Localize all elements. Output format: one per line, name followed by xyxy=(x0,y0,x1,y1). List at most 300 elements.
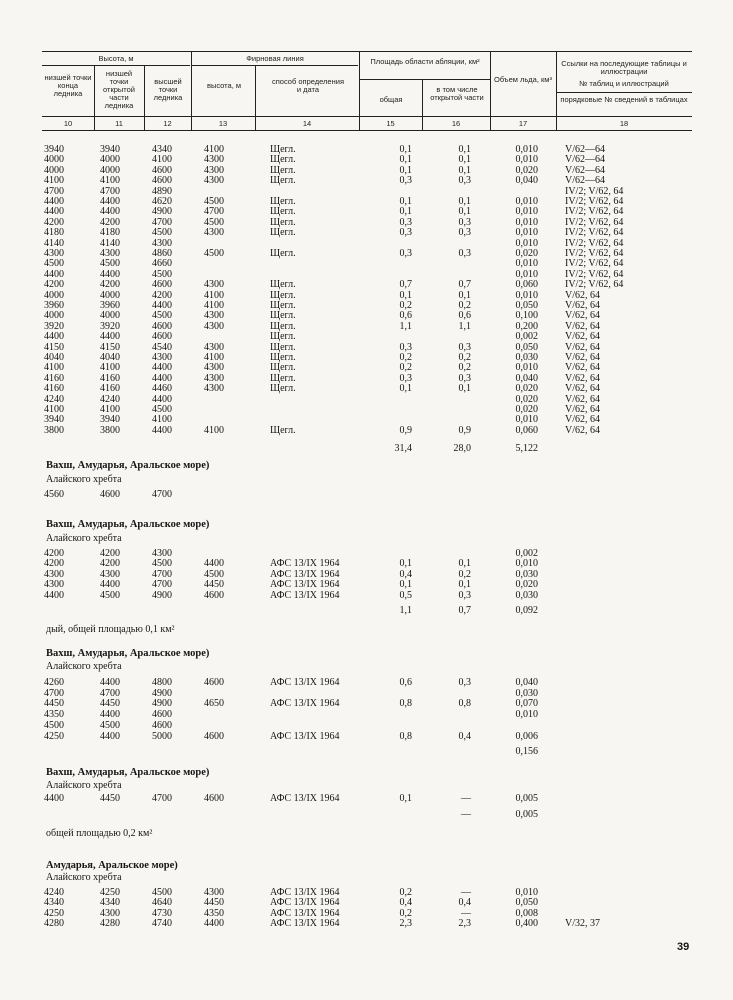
cell-lowest-open: 4000 xyxy=(100,164,120,176)
table-row xyxy=(0,732,733,742)
cell-firn-method: Щегл. xyxy=(270,300,296,311)
cell-refs: V/62, 64 xyxy=(565,383,600,395)
cell-lowest-open: 4400 xyxy=(100,730,120,742)
cell-lowest: 4000 xyxy=(44,164,64,176)
cell-lowest-open: 4200 xyxy=(100,548,120,559)
header-num-rule-bottom xyxy=(42,130,692,131)
cell-area-total: 0,3 xyxy=(399,341,412,353)
section-subtitle: Алайского хребта xyxy=(46,872,122,883)
cell-lowest-open: 4240 xyxy=(100,393,120,405)
cell-firn-method: АФС 13/IX 1964 xyxy=(270,677,340,688)
cell-lowest-open: 4200 xyxy=(100,216,120,228)
cell-lowest-open: 4500 xyxy=(100,589,120,601)
cell-firn-method: Щегл. xyxy=(270,331,296,343)
cell-highest: 4730 xyxy=(152,907,172,919)
section-title: Вахш, Амударья, Аральское море) xyxy=(46,648,210,659)
cell-highest: 4660 xyxy=(152,258,172,270)
cell-volume: 0,010 xyxy=(515,362,538,374)
cell-highest: 4300 xyxy=(152,548,172,559)
cell-firn-method: АФС 13/IX 1964 xyxy=(270,730,340,742)
cell-lowest: 4400 xyxy=(44,196,64,207)
cell-lowest-open: 4180 xyxy=(100,227,120,239)
cell-area-open: 0,1 xyxy=(458,558,471,570)
cell-lowest-open: 4700 xyxy=(100,185,120,197)
cell-lowest-open: 3960 xyxy=(100,300,120,311)
cell-highest: 4900 xyxy=(152,698,172,710)
cell-lowest-open: 4100 xyxy=(100,362,120,374)
cell-refs: V/62—64 xyxy=(565,164,605,176)
cell-area-total: 0,1 xyxy=(399,196,412,207)
cell-area-total: 0,3 xyxy=(399,216,412,228)
cell-lowest: 4400 xyxy=(44,206,64,218)
cell-area-total: 0,6 xyxy=(399,310,412,322)
cell-highest: 4500 xyxy=(152,310,172,322)
cell-firn-height: 4400 xyxy=(204,918,224,930)
cell-highest: 4600 xyxy=(152,709,172,721)
cell-firn-method: АФС 13/IX 1964 xyxy=(270,918,340,930)
cell-firn-height: 4100 xyxy=(204,144,224,155)
cell-firn-height: 4100 xyxy=(204,289,224,301)
cell-area-open: 0,3 xyxy=(458,341,471,353)
cell-lowest: 3800 xyxy=(44,424,64,436)
cell-area-open: 0,3 xyxy=(458,248,471,259)
cell-area-total: 0,7 xyxy=(399,279,412,291)
cell-refs: V/62, 64 xyxy=(565,372,600,384)
cell-lowest-open: 4700 xyxy=(100,687,120,699)
cell-volume: 0,030 xyxy=(515,568,538,580)
cell-lowest-open: 4300 xyxy=(100,907,120,919)
cell-firn-height: 4100 xyxy=(204,300,224,311)
cell-area-total: 0,8 xyxy=(399,730,412,742)
cell-lowest-open: 4500 xyxy=(100,258,120,270)
header-group-area: Площадь области абляции, км² xyxy=(370,57,480,66)
cell-area-total: 0,1 xyxy=(399,383,412,395)
cell-lowest: 4700 xyxy=(44,687,64,699)
header-refs-sub1: № таблиц и иллюстраций xyxy=(579,79,669,88)
cell-lowest-open: 4400 xyxy=(100,677,120,688)
cell-refs: V/62—64 xyxy=(565,144,605,155)
cell-firn-method: Щегл. xyxy=(270,196,296,207)
section-note: общей площадью 0,2 км² xyxy=(46,828,153,839)
cell-lowest: 4560 xyxy=(44,489,64,500)
cell-firn-height: 4300 xyxy=(204,227,224,239)
cell-firn-method: Щегл. xyxy=(270,310,296,322)
cell-firn-height: 4300 xyxy=(204,887,224,898)
cell-lowest: 4160 xyxy=(44,383,64,395)
cell-volume: 0,008 xyxy=(515,907,538,919)
cell-area-open: 0,1 xyxy=(458,579,471,591)
cell-highest: 4600 xyxy=(152,719,172,731)
cell-highest: 4460 xyxy=(152,383,172,395)
cell-volume: 0,010 xyxy=(515,268,538,280)
cell-volume: 0,070 xyxy=(515,698,538,710)
cell-refs: V/62, 64 xyxy=(565,320,600,332)
cell-lowest-open: 4200 xyxy=(100,558,120,570)
cell-refs: V/62—64 xyxy=(565,154,605,166)
cell-highest: 4500 xyxy=(152,227,172,239)
section-title: Амударья, Аральское море) xyxy=(46,860,178,871)
cell-area-open: 0,3 xyxy=(458,227,471,239)
cell-lowest: 4100 xyxy=(44,362,64,374)
cell-highest: 4700 xyxy=(152,489,172,500)
cell-area-total: 0,1 xyxy=(399,289,412,301)
header-col-volume: Объем льда, км³ xyxy=(494,75,552,84)
cell-area-total: 0,1 xyxy=(399,206,412,218)
cell-area-open: 0,1 xyxy=(458,154,471,166)
table-row xyxy=(0,678,733,688)
cell-area-open: 0,9 xyxy=(458,424,471,436)
cell-lowest-open: 4300 xyxy=(100,248,120,259)
cell-lowest-open: 3920 xyxy=(100,320,120,332)
page-number: 39 xyxy=(677,941,690,953)
cell-firn-method: АФС 13/IX 1964 xyxy=(270,589,340,601)
cell-area-total: 0,1 xyxy=(399,154,412,166)
cell-firn-method: АФС 13/IX 1964 xyxy=(270,568,340,580)
header-mid-rule-area xyxy=(360,79,490,80)
cell-refs: V/62, 64 xyxy=(565,341,600,353)
cell-highest: 4600 xyxy=(152,320,172,332)
cell-firn-height: 4300 xyxy=(204,279,224,291)
cell-highest: 4400 xyxy=(152,372,172,384)
cell-volume: 0,006 xyxy=(515,730,538,742)
cell-area-total: 0,9 xyxy=(399,424,412,436)
cell-firn-height: 4100 xyxy=(204,352,224,363)
cell-highest: 4640 xyxy=(152,897,172,909)
cell-area-total: 0,1 xyxy=(399,164,412,176)
cell-refs: IV/2; V/62, 64 xyxy=(565,237,624,249)
cell-area-open: 0,1 xyxy=(458,196,471,207)
cell-area-open: 0,1 xyxy=(458,289,471,301)
cell-area-open: — xyxy=(461,887,471,898)
cell-lowest: 4340 xyxy=(44,897,64,909)
cell-volume: 0,040 xyxy=(515,372,538,384)
header-col-area-total: общая xyxy=(379,95,403,104)
cell-refs: V/62, 64 xyxy=(565,300,600,311)
cell-lowest: 4240 xyxy=(44,393,64,405)
cell-area-open: 0,3 xyxy=(458,175,471,187)
cell-lowest: 4250 xyxy=(44,730,64,742)
cell-firn-method: АФС 13/IX 1964 xyxy=(270,887,340,898)
cell-area-open: 0,7 xyxy=(458,279,471,291)
cell-firn-method: Щегл. xyxy=(270,289,296,301)
cell-refs: V/62, 64 xyxy=(565,289,600,301)
header-col-lowest-open: низшей точки открытой части ледника xyxy=(103,69,135,110)
cell-volume: 0,002 xyxy=(515,331,538,343)
cell-highest: 4740 xyxy=(152,918,172,930)
cell-lowest-open: 3800 xyxy=(100,424,120,436)
cell-lowest-open: 4400 xyxy=(100,268,120,280)
cell-volume: 0,010 xyxy=(515,289,538,301)
cell-highest: 4400 xyxy=(152,362,172,374)
cell-lowest: 4400 xyxy=(44,589,64,601)
header-top-rule xyxy=(42,51,692,52)
cell-highest: 4500 xyxy=(152,558,172,570)
cell-volume: 0,200 xyxy=(515,320,538,332)
cell-firn-method: Щегл. xyxy=(270,341,296,353)
cell-volume: 0,030 xyxy=(515,687,538,699)
cell-lowest-open: 4160 xyxy=(100,372,120,384)
table-row xyxy=(0,794,733,804)
cell-firn-method: АФС 13/IX 1964 xyxy=(270,907,340,919)
cell-area-open: 0,4 xyxy=(458,730,471,742)
cell-lowest: 4000 xyxy=(44,310,64,322)
cell-lowest: 4100 xyxy=(44,175,64,187)
cell-volume: 0,010 xyxy=(515,227,538,239)
cell-area-total: 0,2 xyxy=(399,300,412,311)
cell-refs: V/62, 64 xyxy=(565,424,600,436)
header-num-rule-top xyxy=(42,116,692,117)
cell-refs: IV/2; V/62, 64 xyxy=(565,216,624,228)
cell-highest: 4900 xyxy=(152,687,172,699)
cell-firn-height: 4600 xyxy=(204,589,224,601)
cell-firn-height: 4500 xyxy=(204,568,224,580)
cell-refs: V/62, 64 xyxy=(565,352,600,363)
cell-lowest: 4300 xyxy=(44,248,64,259)
section-note: дый, общей площадью 0,1 км² xyxy=(46,624,175,635)
header-col-number: 10 xyxy=(63,119,73,128)
cell-volume: 0,010 xyxy=(515,144,538,155)
cell-lowest: 4000 xyxy=(44,154,64,166)
cell-firn-method: АФС 13/IX 1964 xyxy=(270,698,340,710)
cell-refs: IV/2; V/62, 64 xyxy=(565,248,624,259)
cell-lowest-open: 3940 xyxy=(100,414,120,426)
cell-lowest: 3940 xyxy=(44,144,64,155)
cell-lowest: 4200 xyxy=(44,548,64,559)
cell-lowest-open: 4400 xyxy=(100,709,120,721)
cell-highest: 4300 xyxy=(152,237,172,249)
header-col-number: 18 xyxy=(619,119,629,128)
header-refs-sub2: порядковые № сведений в таблицах xyxy=(560,95,688,104)
cell-volume: 0,010 xyxy=(515,258,538,270)
cell-highest: 4800 xyxy=(152,677,172,688)
cell-firn-height: 4500 xyxy=(204,216,224,228)
cell-lowest-open: 4140 xyxy=(100,237,120,249)
cell-lowest-open: 4100 xyxy=(100,404,120,415)
cell-volume: 0,050 xyxy=(515,897,538,909)
cell-refs: IV/2; V/62, 64 xyxy=(565,268,624,280)
total-volume: 0,005 xyxy=(515,809,538,820)
cell-area-open: — xyxy=(461,907,471,919)
cell-lowest: 4150 xyxy=(44,341,64,353)
cell-area-open: 1,1 xyxy=(458,320,471,332)
cell-firn-method: Щегл. xyxy=(270,383,296,395)
cell-highest: 4400 xyxy=(152,424,172,436)
cell-refs: V/62, 64 xyxy=(565,404,600,415)
cell-lowest: 4160 xyxy=(44,372,64,384)
cell-lowest: 4400 xyxy=(44,331,64,343)
cell-lowest: 3940 xyxy=(44,414,64,426)
cell-firn-height: 4300 xyxy=(204,175,224,187)
cell-firn-height: 4350 xyxy=(204,907,224,919)
header-col-number: 16 xyxy=(451,119,461,128)
cell-firn-method: Щегл. xyxy=(270,227,296,239)
cell-highest: 4100 xyxy=(152,154,172,166)
cell-firn-height: 4700 xyxy=(204,206,224,218)
cell-firn-method: Щегл. xyxy=(270,206,296,218)
cell-area-open: 0,4 xyxy=(458,897,471,909)
header-col-number: 14 xyxy=(302,119,312,128)
cell-lowest-open: 4600 xyxy=(100,489,120,500)
cell-lowest: 4350 xyxy=(44,709,64,721)
cell-firn-height: 4500 xyxy=(204,248,224,259)
header-col-highest: высшей точки ледника xyxy=(153,77,183,102)
cell-area-open: 0,2 xyxy=(458,362,471,374)
cell-refs: V/62, 64 xyxy=(565,331,600,343)
cell-volume: 0,020 xyxy=(515,383,538,395)
cell-area-open: 0,3 xyxy=(458,677,471,688)
cell-lowest-open: 4450 xyxy=(100,698,120,710)
cell-area-total: 0,3 xyxy=(399,248,412,259)
cell-firn-method: Щегл. xyxy=(270,362,296,374)
cell-lowest: 4250 xyxy=(44,907,64,919)
total-volume: 5,122 xyxy=(515,443,538,454)
table-row xyxy=(0,490,733,500)
cell-lowest-open: 4000 xyxy=(100,310,120,322)
cell-area-total: 0,4 xyxy=(399,568,412,580)
cell-volume: 0,010 xyxy=(515,196,538,207)
header-col-firn-height: высота, м xyxy=(206,81,242,90)
cell-highest: 4900 xyxy=(152,206,172,218)
table-row xyxy=(0,591,733,601)
table-row xyxy=(0,721,733,731)
cell-area-open: 0,3 xyxy=(458,589,471,601)
cell-firn-method: Щегл. xyxy=(270,175,296,187)
cell-highest: 4340 xyxy=(152,144,172,155)
cell-lowest: 4700 xyxy=(44,185,64,197)
cell-firn-height: 4300 xyxy=(204,320,224,332)
header-col-area-open: в том числе открытой части xyxy=(430,85,484,102)
header-col-lowest: низшей точки конца ледника xyxy=(44,73,92,98)
cell-lowest: 4450 xyxy=(44,698,64,710)
header-vrule xyxy=(359,51,360,130)
cell-area-open: 0,3 xyxy=(458,372,471,384)
cell-refs: V/62, 64 xyxy=(565,362,600,374)
cell-volume: 0,060 xyxy=(515,279,538,291)
cell-firn-method: АФС 13/IX 1964 xyxy=(270,793,340,804)
cell-area-total: 0,2 xyxy=(399,887,412,898)
cell-refs: V/62—64 xyxy=(565,175,605,187)
cell-firn-height: 4400 xyxy=(204,558,224,570)
cell-volume: 0,050 xyxy=(515,300,538,311)
cell-lowest-open: 4000 xyxy=(100,154,120,166)
cell-area-total: 1,1 xyxy=(399,320,412,332)
cell-volume: 0,020 xyxy=(515,393,538,405)
cell-lowest: 4400 xyxy=(44,268,64,280)
cell-lowest-open: 4450 xyxy=(100,793,120,804)
cell-area-total: 0,1 xyxy=(399,144,412,155)
cell-highest: 4600 xyxy=(152,279,172,291)
cell-lowest-open: 4400 xyxy=(100,579,120,591)
cell-lowest-open: 4400 xyxy=(100,331,120,343)
cell-lowest-open: 4280 xyxy=(100,918,120,930)
section-subtitle: Алайского хребта xyxy=(46,474,122,485)
cell-area-open: 0,1 xyxy=(458,383,471,395)
cell-area-open: 0,1 xyxy=(458,144,471,155)
cell-highest: 4200 xyxy=(152,289,172,301)
cell-lowest: 4200 xyxy=(44,558,64,570)
cell-firn-method: Щегл. xyxy=(270,216,296,228)
header-group-firn: Фирновая линия xyxy=(246,54,304,63)
cell-firn-height: 4600 xyxy=(204,730,224,742)
cell-volume: 0,010 xyxy=(515,216,538,228)
cell-area-total: 0,1 xyxy=(399,558,412,570)
cell-firn-method: АФС 13/IX 1964 xyxy=(270,579,340,591)
cell-area-open: 0,2 xyxy=(458,300,471,311)
cell-lowest: 4300 xyxy=(44,579,64,591)
cell-lowest: 4100 xyxy=(44,404,64,415)
cell-volume: 0,400 xyxy=(515,918,538,930)
table-row xyxy=(0,710,733,720)
cell-volume: 0,010 xyxy=(515,414,538,426)
header-vrule xyxy=(556,51,557,130)
cell-highest: 4900 xyxy=(152,589,172,601)
cell-lowest-open: 4400 xyxy=(100,206,120,218)
cell-volume: 0,002 xyxy=(515,548,538,559)
cell-volume: 0,010 xyxy=(515,206,538,218)
header-mid-rule-refs xyxy=(556,92,692,93)
cell-area-total: 2,3 xyxy=(399,918,412,930)
cell-firn-height: 4300 xyxy=(204,372,224,384)
cell-volume: 0,020 xyxy=(515,579,538,591)
cell-firn-method: Щегл. xyxy=(270,424,296,436)
cell-refs: IV/2; V/62, 64 xyxy=(565,279,624,291)
header-col-number: 11 xyxy=(115,119,123,128)
cell-volume: 0,030 xyxy=(515,352,538,363)
cell-firn-method: Щегл. xyxy=(270,352,296,363)
cell-lowest: 4500 xyxy=(44,719,64,731)
cell-highest: 5000 xyxy=(152,730,172,742)
cell-firn-height: 4300 xyxy=(204,154,224,166)
cell-highest: 4700 xyxy=(152,793,172,804)
cell-firn-method: Щегл. xyxy=(270,372,296,384)
cell-lowest: 4240 xyxy=(44,887,64,898)
section-title: Вахш, Амударья, Аральское море) xyxy=(46,519,210,530)
section-subtitle: Алайского хребта xyxy=(46,780,122,791)
cell-firn-height: 4600 xyxy=(204,677,224,688)
cell-highest: 4860 xyxy=(152,248,172,259)
total-volume: 0,092 xyxy=(515,605,538,616)
cell-lowest: 4300 xyxy=(44,568,64,580)
cell-lowest: 4200 xyxy=(44,216,64,228)
section-subtitle: Алайского хребта xyxy=(46,661,122,672)
cell-volume: 0,050 xyxy=(515,341,538,353)
cell-firn-height: 4300 xyxy=(204,362,224,374)
cell-volume: 0,010 xyxy=(515,558,538,570)
cell-volume: 0,020 xyxy=(515,248,538,259)
cell-area-open: 2,3 xyxy=(458,918,471,930)
header-mid-rule-height xyxy=(42,65,190,66)
table-row xyxy=(0,426,733,436)
total-area: 1,1 xyxy=(399,605,412,616)
cell-lowest-open: 4040 xyxy=(100,352,120,363)
cell-lowest-open: 4200 xyxy=(100,279,120,291)
cell-highest: 4600 xyxy=(152,331,172,343)
cell-lowest-open: 3940 xyxy=(100,144,120,155)
cell-firn-method: Щегл. xyxy=(270,279,296,291)
header-col-number: 15 xyxy=(386,119,395,128)
cell-area-total: 0,3 xyxy=(399,372,412,384)
cell-lowest: 4140 xyxy=(44,237,64,249)
section-title: Вахш, Амударья, Аральское море) xyxy=(46,767,210,778)
cell-lowest: 3920 xyxy=(44,320,64,332)
block1-total-row xyxy=(0,444,733,454)
cell-firn-height: 4450 xyxy=(204,579,224,591)
cell-area-total: 0,4 xyxy=(399,897,412,909)
cell-highest: 4400 xyxy=(152,393,172,405)
cell-refs: IV/2; V/62, 64 xyxy=(565,227,624,239)
cell-area-open: 0,3 xyxy=(458,216,471,228)
cell-volume: 0,020 xyxy=(515,404,538,415)
